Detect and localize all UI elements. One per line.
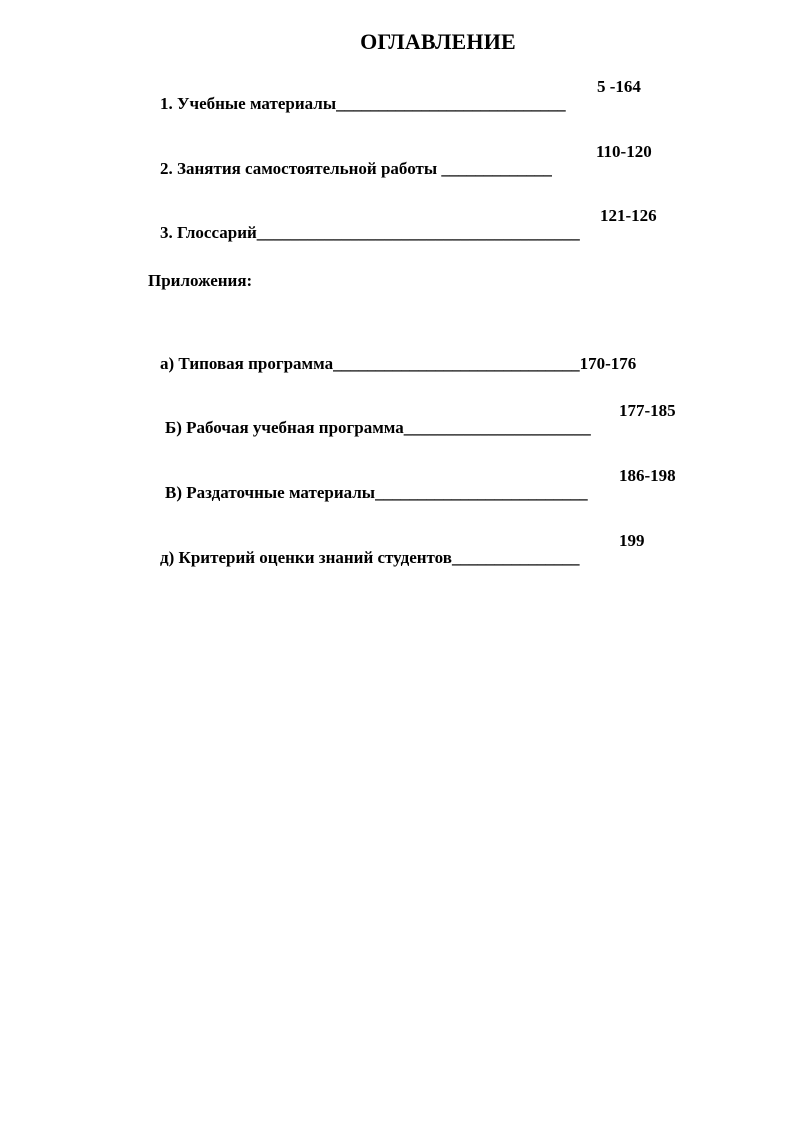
toc-entry-handouts [148,467,588,518]
toc-entry-pages: 177-185 [619,401,676,420]
toc-entry-label: 1. Учебные материалы [160,94,337,113]
toc-entry-pages: 110-120 [596,142,652,161]
toc-entry-leader: ______________________________________ [256,223,580,242]
toc-entry-leader: ______________________ [403,418,591,437]
toc-entry-label: В) Раздаточные материалы [165,483,376,502]
toc-entry-label: 2. Занятия самостоятельной работы [160,159,438,178]
toc-entry-pages: 5 -164 [597,77,641,96]
toc-entry-pages: 121-126 [600,206,657,225]
toc-entry-pages: 170-176 [579,354,637,373]
toc-entry-working-curriculum [148,402,591,453]
toc-entry-glossary [143,207,580,258]
toc-entry-label: д) Критерий оценки знаний студентов [160,548,452,567]
toc-entry-leader: _____________________________ [333,354,580,373]
toc-entry-label: 3. Глоссарий [160,223,257,242]
toc-entry-leader: _______________ [451,548,580,567]
toc-entry-label: Б) Рабочая учебная программа [165,418,404,437]
toc-entry-label: а) Типовая программа [160,354,334,373]
toc-title: ОГЛАВЛЕНИЕ [360,29,516,54]
toc-entry-pages: 199 [619,531,645,550]
toc-entry-leader: _____________ [437,159,552,178]
toc-entry-leader: ___________________________ [336,94,566,113]
toc-entry-leader: _________________________ [375,483,588,502]
appendix-heading: Приложения: [148,271,253,290]
toc-entry-pages: 186-198 [619,466,676,485]
toc-entry-assessment-criteria [143,532,579,583]
toc-entry-standard-program [143,338,636,389]
toc-entry-educational-materials [143,78,566,129]
toc-entry-independent-work [143,143,552,194]
